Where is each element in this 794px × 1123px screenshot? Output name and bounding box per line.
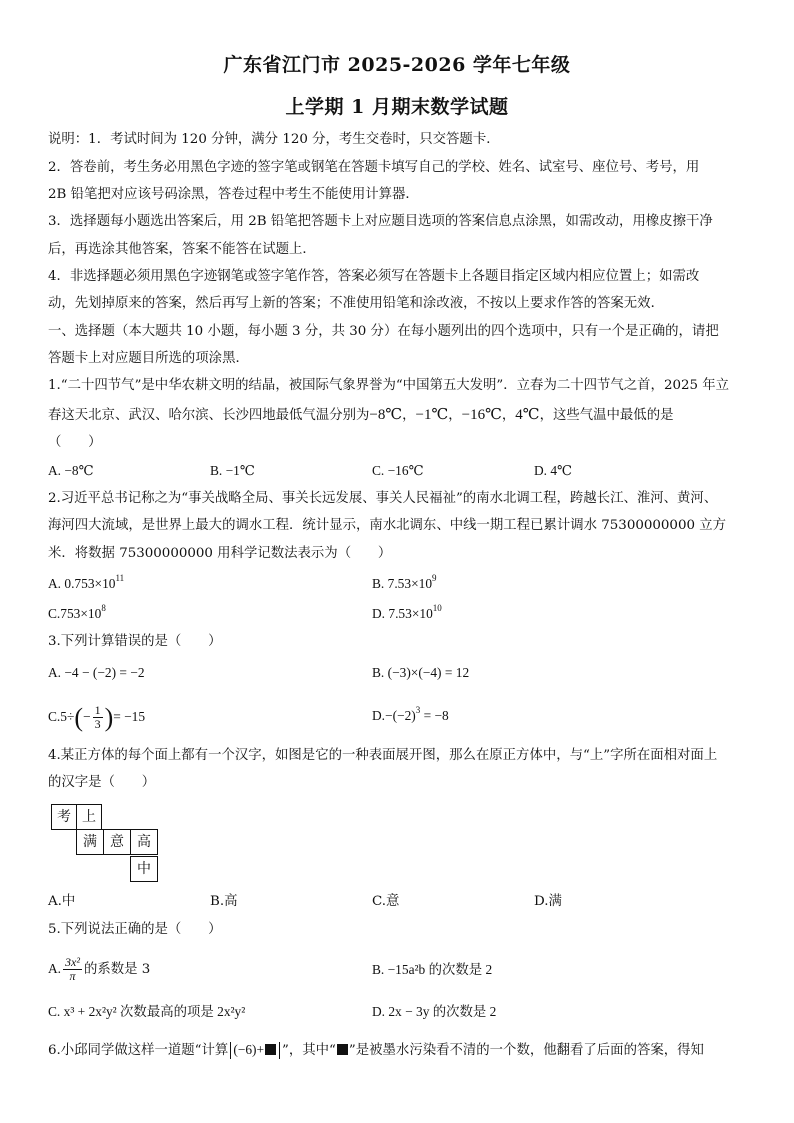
option-d: D. 2x − 3y 的次数是 2 [372,1004,497,1019]
question-6-stem: 6.小邱同学做这样一道题“计算 (−6)+ ”，其中“ ”是被墨水污染看不清的一个数，他翻看了后面的答案，得知 [48,1042,704,1058]
question-1-stem: 1.“二十四节气”是中华农耕文明的结晶，被国际气象界誉为“中国第五大发明”．立春为二十四节气之首，2025 年立 [48,378,730,393]
net-cell: 意 [103,829,131,855]
option-b: B. −1℃ [210,463,255,478]
question-4-stem-line2: 的汉字是（ ） [48,775,156,790]
instruction-line: 2．答卷前，考生务必用黑色字迹的签字笔或钢笔在答题卡填写自己的学校、姓名、试室号、座位号、考号，用 [48,160,700,175]
option-a: A. −4 − (−2) = −2 [48,665,145,680]
option-d: $D.-(-2)^3 = -8$ [372,705,449,723]
option-d: D. 4℃ [534,463,573,478]
option-c: $C.753\times 10^8$ [48,603,106,621]
net-cell: 中 [130,856,158,882]
option-b: B. $7.53\times 10^9$ [372,573,437,591]
net-cell: 满 [76,829,104,855]
instruction-line: 动，先划掉原来的答案，然后再写上新的答案；不准使用铅笔和涂改液，不按以上要求作答的答案无效． [48,296,664,311]
question-5-stem: 5.下列说法正确的是（ ） [48,922,222,937]
option-a: A. −8℃ [48,463,94,478]
option-b: B. −15a²b 的次数是 2 [372,962,493,977]
net-cell: 高 [130,829,158,855]
instruction-line: 2B 铅笔把对应该号码涂黑，答卷过程中考生不能使用计算器． [48,187,419,202]
section-heading: 一、选择题（本大题共 10 小题，每小题 3 分，共 30 分）在每小题列出的四个选项中，只有一个是正确的，请把 [48,324,719,339]
page-title-line1: 广东省江门市 2025-2026 学年七年级 [223,54,571,76]
option-c: C. x³ + 2x²y² 次数最高的项是 2x²y² [48,1004,246,1019]
answer-paren: （ ） [48,435,102,450]
question-3-stem: 3.下列计算错误的是（ ） [48,634,222,649]
option-d: D. $7.53\times 10^{10}$ [372,603,442,621]
option-a: A. $0.753\times 10^{11}$ [48,573,125,591]
option-c: C. −16℃ [372,463,424,478]
net-cell: 考 [51,804,77,830]
ink-blot-icon [265,1044,276,1055]
question-2-stem-line2: 海河四大流域，是世界上最大的调水工程．统计显示，南水北调东、中线一期工程已累计调水 75300000000 立方 [48,518,727,533]
question-2-stem-line3: 米．将数据 75300000000 用科学记数法表示为（ ） [48,546,392,561]
option-a: A. $\frac{\text{3x²}}{\pi}$ 的系数是 3 [48,955,151,984]
option-b: B. (−3)×(−4) = 12 [372,665,470,680]
page-title-line2: 上学期 1 月期末数学试题 [285,96,509,118]
question-2-stem: 2.习近平总书记称之为“事关战略全局、事关长远发展、事关人民福祉”的南水北调工程，跨越长江、淮河、黄河、 [48,491,718,506]
option-a: A.中 [48,894,76,909]
instruction-line: 后，再选涂其他答案，答案不能答在试题上． [48,242,316,257]
net-cell: 上 [76,804,102,830]
option-c: C.5÷(− $\frac{1}{3}$ )= −15 [48,702,146,732]
option-d: D.满 [534,894,562,909]
section-heading: 答题卡上对应题目所选的项涂黑． [48,351,249,366]
option-c: C.意 [372,894,400,909]
question-1-stem-line2: 春这天北京、武汉、哈尔滨、长沙四地最低气温分别为−8℃，−1℃，−16℃，4℃，这些气温中最低的是 [48,407,674,423]
ink-blot-icon [337,1044,348,1055]
instruction-line: 4．非选择题必须用黑色字迹钢笔或签字笔作答，答案必须写在答题卡上各题目指定区域内相应位置上；如需改 [48,269,700,284]
instruction-line: 3．选择题每小题选出答案后，用 2B 铅笔把答题卡上对应题目选项的答案信息点涂黑，如需改动，用橡皮擦干净 [48,214,713,229]
question-4-stem: 4.某正方体的每个面上都有一个汉字，如图是它的一种表面展开图，那么在原正方体中，与“上”字所在面相对面上 [48,748,718,763]
option-b: B.高 [210,894,238,909]
instruction-line: 说明：1．考试时间为 120 分钟，满分 120 分，考生交卷时，只交答题卡． [48,132,500,147]
